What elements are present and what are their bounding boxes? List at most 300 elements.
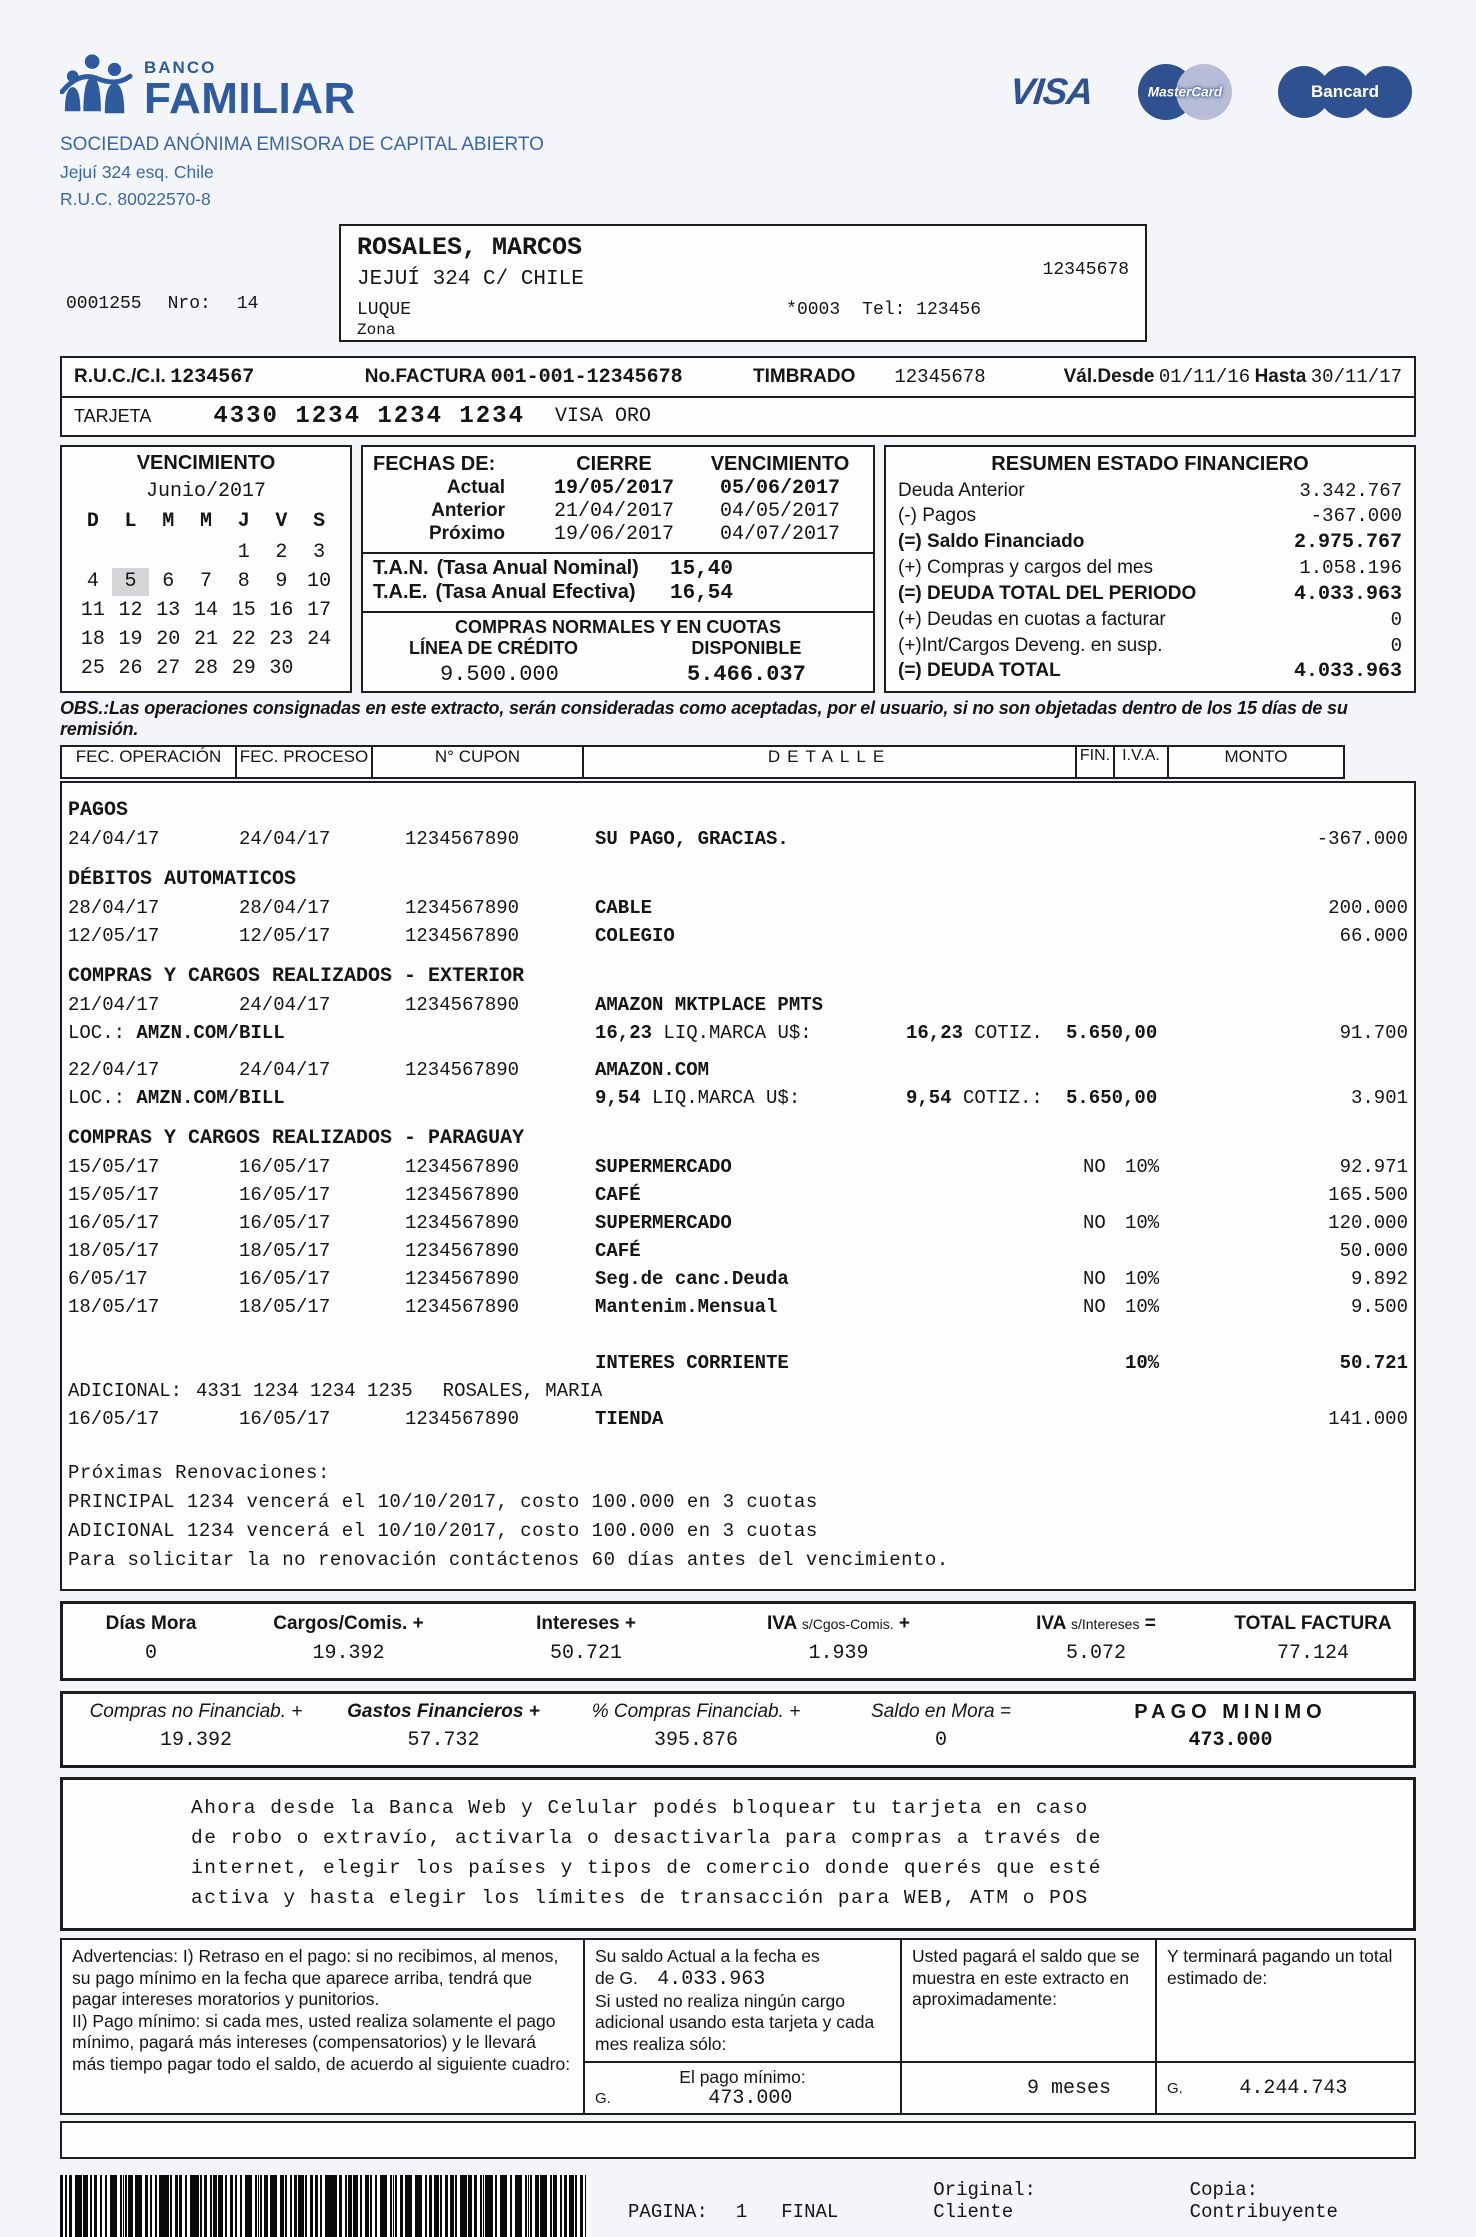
totales-pago-minimo [60,1691,1416,1768]
op-date: 28/04/17 [68,897,160,919]
day: 16 [269,599,294,622]
day: 24 [307,628,332,651]
iva: 10% [1125,1352,1160,1374]
meses-value: 9 meses [1026,2076,1111,2100]
op-date: 6/05/17 [68,1268,148,1290]
currency-g: G. [595,2089,611,2107]
proc-date: 18/05/17 [239,1240,331,1262]
label: Días Mora [105,1613,197,1634]
fin [1083,1405,1125,1433]
statement-page [60,0,1416,2237]
value: 4.033.963 [1293,659,1402,683]
label: Compras no Financiab. [89,1701,287,1722]
col-header [706,1611,971,1637]
op: + [624,1613,636,1634]
day: 21 [193,628,218,651]
totales-factura [60,1601,1416,1681]
fin [1083,1237,1125,1265]
client-address-box [339,224,1147,342]
detalle: SUPERMERCADO [595,1212,732,1234]
tasas-box [361,552,875,613]
monto [1185,1056,1408,1084]
col-cierre: CIERRE [576,453,652,475]
col-header [971,1611,1221,1637]
total-estimado-text: Y terminará pagando un total estimado de: [1167,1946,1393,1988]
transaction-row [68,1237,1408,1265]
day: 20 [156,628,181,651]
factura-label: No.FACTURA [364,365,487,387]
value: -367.000 [1310,505,1402,528]
linea-credito-box [361,611,875,693]
value: 3.342.767 [1299,480,1402,502]
client-account-number: 12345678 [1042,260,1129,280]
transaction-row [68,1153,1408,1181]
header-cupon: N° CUPON [371,745,584,779]
col-header [321,1701,566,1724]
transaction-row [68,1181,1408,1209]
fechas-box [361,445,875,554]
day: 15 [231,599,256,622]
cupon: 1234567890 [405,828,520,850]
renovaciones-line: ADICIONAL 1234 vencerá el 10/10/2017, costo 100.000 en 3 cuotas [68,1520,818,1542]
cupon: 1234567890 [405,925,520,947]
linea-labels [371,638,865,659]
bank-name-small: BANCO [144,58,217,77]
renovaciones-line: PRINCIPAL 1234 vencerá el 10/10/2017, costo 100.000 en 3 cuotas [68,1491,818,1513]
day: 27 [156,657,181,680]
day: 14 [193,599,218,622]
original-label: Original: Cliente [933,2179,1036,2223]
bank-ruc: R.U.C. 80022570-8 [60,189,211,209]
day: 29 [231,657,256,680]
amount-usd: 16,23 [595,1022,653,1044]
monto: 165.500 [1328,1184,1408,1206]
monto: 3.901 [1350,1087,1408,1109]
pagina-value: 1 [735,2201,748,2223]
row-label: Actual [446,477,505,498]
section-exterior: COMPRAS Y CARGOS REALIZADOS - EXTERIOR [68,965,525,988]
header-fec-operacion: FEC. OPERACIÓN [60,745,237,779]
op: = [1144,1613,1156,1634]
cupon: 1234567890 [405,1212,520,1234]
nro-value: 14 [236,294,259,314]
transaction-row [68,1405,1408,1433]
day-highlighted: 5 [112,568,150,596]
plazo-text: Usted pagará el saldo que se muestra en este extracto en aproximadamente: [912,1946,1140,2009]
monto: 120.000 [1328,1212,1408,1234]
value: 0 [1390,609,1402,632]
saldo-actual-cell [585,1940,902,2061]
copia-label: Copia: Contribuyente [1189,2179,1338,2223]
iva [1125,825,1185,853]
detalle: INTERES CORRIENTE [595,1352,789,1374]
totales-values [71,1637,1405,1669]
resumen-row [898,609,1402,631]
total-estimado-value-cell [1157,2061,1414,2113]
client-zone [60,224,1416,356]
cupon: 1234567890 [405,1408,520,1430]
notice-line: Ahora desde la Banca Web y Celular podés bloquear tu tarjeta en caso [191,1797,1089,1819]
monto [1185,991,1408,1019]
day: 25 [80,657,105,680]
op: + [528,1701,540,1722]
loc-cell [68,1019,595,1047]
detalle: Seg.de canc.Deuda [595,1268,789,1290]
fin: NO [1083,1156,1106,1178]
footer [60,2175,1416,2237]
timbrado-value: 12345678 [894,366,986,388]
weekday: M [199,510,212,533]
proc-date: 12/05/17 [239,925,331,947]
day: 1 [237,541,250,564]
compras-no-financiab-value: 19.392 [159,1729,232,1752]
vencimiento-date: 05/06/2017 [719,477,841,500]
day: 17 [307,599,332,622]
compras-financiab-value: 395.876 [653,1729,738,1752]
monto: 91.700 [1339,1022,1408,1044]
label: Gastos Financieros [347,1701,524,1722]
proc-date: 16/05/17 [239,1212,331,1234]
currency-g: G. [1167,2079,1183,2097]
label: Saldo en Mora [871,1701,995,1722]
tan-value: 15,40 [669,558,733,582]
header-fin: FIN. [1075,745,1115,779]
adicional-holder-name: ROSALES, MARIA [442,1380,603,1402]
totales2-values [71,1724,1405,1756]
day [187,539,225,567]
resumen-row [898,635,1402,657]
op-date: 18/05/17 [68,1240,160,1262]
resumen-row [898,583,1402,606]
resumen-row [898,660,1402,683]
resumen-rows [898,480,1402,683]
iva: 10% [1125,1268,1160,1290]
cierre-date: 19/05/2017 [553,477,675,500]
label: (=) DEUDA TOTAL DEL PERIODO [898,582,1197,604]
totales-headers [71,1611,1405,1637]
client-zona-label: Zona [357,321,396,339]
transaction-row [68,1293,1408,1321]
sub-label: s/Intereses [1070,1616,1140,1632]
cupon: 1234567890 [405,1240,520,1262]
intereses-value: 50.721 [549,1642,622,1665]
detalle: SUPERMERCADO [595,1156,732,1178]
fin: NO [1083,1212,1106,1234]
transaction-row [68,1056,1408,1084]
label: (=) DEUDA TOTAL [898,659,1061,681]
label: IVA [766,1613,797,1634]
final-label: FINAL [781,2201,839,2223]
resumen-row [898,505,1402,527]
valdesde-value: 01/11/16 [1158,366,1251,388]
doc-number: 0001255 [66,294,142,314]
op-date: 16/05/17 [68,1408,160,1430]
proc-date: 16/05/17 [239,1156,331,1178]
day: 22 [231,628,256,651]
liq-cell [595,1084,906,1112]
adicional-line [68,1377,1408,1405]
factura-value: 001-001-12345678 [490,365,683,389]
vencimiento-calendar [60,445,352,693]
factura-info-row [60,356,1416,398]
adicional-card-number: 4331 1234 1234 1235 [196,1380,413,1402]
weekday: J [237,510,250,533]
resumen-panel [884,445,1416,693]
loc-row [68,1084,1408,1112]
proc-date: 28/04/17 [239,897,331,919]
day: 6 [162,570,175,593]
ruc-value: 1234567 [170,365,255,389]
monto: 66.000 [1339,925,1408,947]
iva-intereses-value: 5.072 [1065,1642,1126,1665]
detalle: CAFÉ [595,1184,641,1206]
bank-subtitle: SOCIEDAD ANÓNIMA EMISORA DE CAPITAL ABIERTO [60,134,544,155]
obs-note: OBS.:Las operaciones consignadas en este extracto, serán consideradas como aceptadas, por el usuario, si no son objetadas dentro de los 15 días de su remisión. [60,698,1348,739]
fin [1083,1181,1125,1209]
col-header [826,1701,1056,1724]
cupon: 1234567890 [405,1184,520,1206]
monto: 200.000 [1328,897,1408,919]
proc-date: 24/04/17 [239,994,331,1016]
fechas-title: FECHAS DE: [373,453,496,475]
ruc-label: R.U.C./C.I. [74,365,166,387]
detail-table-body [60,781,1416,1591]
advertencias-p1: Advertencias: I) Retraso en el pago: si no recibimos, al menos, su pago mínimo en la fecha que aparece arriba, tendrá que pagar intereses moratorios y punitorios. [72,1946,559,2009]
saldo-amount: 4.033.963 [657,1967,766,1991]
family-logo-icon [60,50,134,120]
amount-usd-2: 9,54 [906,1087,952,1109]
linea-value: 9.500.000 [440,662,559,687]
vencimiento-date: 04/05/2017 [719,500,841,523]
fin [1083,825,1125,853]
bancard-logo [1278,65,1412,119]
loc-label: LOC.: [68,1022,126,1044]
mastercard-label: MasterCard [1147,84,1223,100]
saldo-text3: Si usted no realiza ningún cargo adicional usando esta tarjeta y cada mes realiza sólo: [595,1990,875,2054]
iva [1125,1056,1185,1084]
tae-value: 16,54 [669,582,733,606]
col-vencimiento: VENCIMIENTO [710,453,850,475]
saldo-text1: Su saldo Actual a la fecha es [595,1946,820,1966]
col-header [71,1611,231,1637]
tan-row [373,557,863,581]
label: (+)Int/Cargos Deveng. en susp. [898,634,1163,656]
cotiz-label: COTIZ. [974,1022,1043,1044]
gastos-financieros-value: 57.732 [407,1729,480,1752]
bank-name-big: FAMILIAR [144,74,356,123]
detalle: CABLE [595,897,653,919]
total-estimado-cell [1157,1940,1414,2061]
section-paraguay: COMPRAS Y CARGOS REALIZADOS - PARAGUAY [68,1127,525,1150]
day: 12 [118,599,143,622]
detail-table-header [60,745,1416,779]
op: + [898,1613,911,1634]
proc-date: 24/04/17 [239,828,331,850]
col-header [71,1701,321,1724]
cupon: 1234567890 [405,1156,520,1178]
totales2-headers [71,1701,1405,1724]
op-date: 21/04/17 [68,994,160,1016]
tarjeta-label: TARJETA [74,406,152,426]
proc-date: 16/05/17 [239,1184,331,1206]
vencimiento-date: 04/07/2017 [719,523,841,546]
label: Cargos/Comis. [273,1613,408,1634]
op: + [789,1701,801,1722]
loc-value: AMZN.COM/BILL [136,1087,285,1109]
pagina-label: PAGINA: [628,2201,708,2223]
detalle: Mantenim.Mensual [595,1296,778,1318]
iva [1125,1181,1185,1209]
header-monto: MONTO [1167,745,1345,779]
tarjeta-tipo: VISA ORO [555,405,652,428]
amount-usd-2: 16,23 [906,1022,964,1044]
weekday: D [86,510,99,533]
compras-title: COMPRAS NORMALES Y EN CUOTAS [454,617,782,637]
tarjeta-row [60,396,1416,437]
bank-address: Jejuí 324 esq. Chile [60,162,214,182]
renovaciones-line: Próximas Renovaciones: [68,1462,330,1484]
detalle: SU PAGO, GRACIAS. [595,828,789,850]
nro-label: Nro: [167,294,211,314]
calendar-month: Junio/2017 [145,480,267,503]
calendar-title: VENCIMIENTO [136,452,276,474]
calendar-grid [62,503,350,683]
client-address: JEJUÍ 324 C/ CHILE [357,268,584,291]
transaction-row [68,922,1408,950]
notice-line: de robo o extravío, activarla o desactivarla para compras a través de [191,1827,1102,1849]
op-date: 16/05/17 [68,1212,160,1234]
dias-mora-value: 0 [144,1642,157,1665]
header-detalle: DETALLE [582,745,1077,779]
cupon: 1234567890 [405,897,520,919]
cotiz-label: COTIZ.: [963,1087,1043,1109]
day: 3 [313,541,326,564]
day: 9 [275,570,288,593]
day [149,539,187,567]
op: + [291,1701,303,1722]
loc-value: AMZN.COM/BILL [136,1022,285,1044]
resumen-row [898,557,1402,579]
ruc-field [74,366,365,389]
monto: 141.000 [1328,1408,1408,1430]
resumen-row [898,531,1402,554]
liq-label: LIQ.MARCA U$: [663,1022,812,1044]
fecha-row-actual [373,477,863,500]
pago-minimo-header [1056,1701,1405,1724]
bank-identity [60,50,544,210]
day: 8 [237,570,250,593]
label: (=) Saldo Financiado [898,530,1085,552]
tan-label: T.A.N. [373,557,429,580]
factura-field [365,366,753,389]
summary-panels [60,445,1416,693]
transaction-row [68,825,1408,853]
renovaciones [68,1459,1408,1575]
client-office-code: *0003 [786,300,841,320]
iva [1125,991,1185,1019]
monto: 50.000 [1339,1240,1408,1262]
spacer [68,1047,1408,1056]
cierre-date: 21/04/2017 [553,500,675,523]
op-date: 15/05/17 [68,1156,160,1178]
proc-date: 18/05/17 [239,1296,331,1318]
fechas-panel [361,445,875,693]
notice-line: activa y hasta elegir los límites de transacción para WEB, ATM o POS [191,1887,1089,1909]
bank-name [144,58,356,123]
disponible-value: 5.466.037 [687,662,806,687]
label: (+) Compras y cargos del mes [898,557,1153,579]
card-network-logos [1007,64,1412,120]
advertencias-cell [62,1940,585,2113]
loc-cell [68,1084,595,1112]
linea-values [371,659,865,691]
sub-label: s/Cgos-Comis. [801,1616,894,1632]
iva [1125,922,1185,950]
fin [1083,1349,1125,1377]
cupon: 1234567890 [405,994,520,1016]
section-pagos: PAGOS [68,799,129,822]
weekday: M [162,510,175,533]
saldo-amount-row [595,1968,890,1991]
client-city-row [357,300,1129,320]
iva: 10% [1125,1156,1160,1178]
hasta-value: 30/11/17 [1310,366,1402,388]
day: 28 [193,657,218,680]
monto: 9.892 [1350,1268,1408,1290]
label: (+) Deudas en cuotas a facturar [898,609,1166,631]
cupon: 1234567890 [405,1059,520,1081]
barcode [60,2175,586,2237]
linea-label: LÍNEA DE CRÉDITO [409,638,579,658]
advertencias-grid [60,1938,1416,2115]
proc-date: 16/05/17 [239,1268,331,1290]
day: 18 [80,628,105,651]
exchange-rate: 5.650,00 [1066,1087,1158,1109]
monto: 92.971 [1339,1156,1408,1178]
value: 1.058.196 [1299,557,1402,580]
header-iva: I.V.A. [1113,745,1169,779]
liq-cell [595,1019,906,1047]
cupon: 1234567890 [405,1268,520,1290]
iva: 10% [1125,1296,1160,1318]
document-number [66,294,284,314]
op-date: 24/04/17 [68,828,160,850]
pago-minimo-label: El pago mínimo: [679,2066,806,2087]
fin [1083,991,1125,1019]
row-label: Próximo [428,523,505,544]
op-date: 22/04/17 [68,1059,160,1081]
value: 2.975.767 [1293,530,1402,554]
label: Intereses [536,1613,620,1634]
resumen-title: RESUMEN ESTADO FINANCIERO [991,453,1309,475]
label: PAGO MINIMO [1134,1701,1327,1723]
tarjeta-numero: 4330 1234 1234 1234 [213,403,525,430]
day: 4 [86,570,99,593]
amount-usd: 9,54 [595,1087,641,1109]
day: 30 [269,657,294,680]
op: = [999,1701,1011,1722]
pago-minimo-value: 473.000 [1188,1729,1273,1752]
transaction-row [68,894,1408,922]
label: Deuda Anterior [898,480,1025,501]
fin: NO [1083,1296,1106,1318]
resumen-row [898,480,1402,502]
monto: 50.721 [1339,1352,1408,1374]
weekday: V [275,510,288,533]
col-header [566,1701,826,1724]
label: % Compras Financiab. [591,1701,784,1722]
cotiz-cell [906,1019,1066,1047]
